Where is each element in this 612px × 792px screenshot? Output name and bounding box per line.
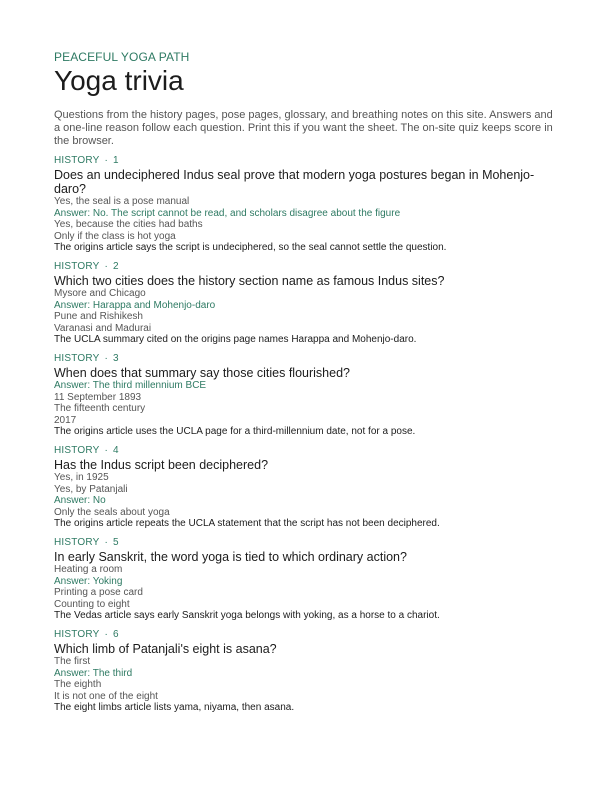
answer-choice: Only if the class is hot yoga	[54, 230, 176, 242]
answer-choice: The eighth	[54, 679, 102, 690]
answer-reason: The Vedas article says early Sanskrit yoga belongs with yoking, as a horse to a chariot.	[54, 610, 440, 621]
answer-choice: Printing a pose card	[54, 587, 143, 598]
question-meta	[54, 445, 558, 457]
answer-option: Answer: No. The script cannot be read, and scholars disagree about the figure	[54, 207, 401, 219]
answer-reason: The origins article repeats the UCLA statement that the script has not been deciphered.	[54, 518, 440, 529]
answer-choice: Yes, by Patanjali	[54, 483, 128, 495]
meta-separator: ·	[104, 629, 109, 640]
answer-reason: The eight limbs article lists yama, niyama, then asana.	[54, 702, 295, 713]
meta-separator: ·	[104, 353, 109, 364]
answer-choice: Pune and Rishikesh	[54, 311, 143, 322]
meta-separator: ·	[104, 537, 109, 548]
question-text: In early Sanskrit, the word yoga is tied to which ordinary action?	[54, 550, 407, 564]
question-category: HISTORY	[54, 629, 100, 640]
question-number: 5	[113, 537, 119, 548]
answer-option: Answer: Yoking	[54, 575, 123, 587]
question-meta	[54, 155, 558, 167]
question-block	[54, 629, 558, 714]
question-number: 2	[113, 261, 119, 272]
question-text: When does that summary say those cities flourished?	[54, 366, 350, 380]
answer-option: Answer: No	[54, 495, 106, 506]
question-number: 6	[113, 629, 119, 640]
answer-choice: Heating a room	[54, 564, 123, 575]
question-number: 3	[113, 353, 119, 364]
question-meta	[54, 353, 558, 365]
question-category: HISTORY	[54, 537, 100, 548]
answer-choice: Yes, in 1925	[54, 472, 109, 483]
question-category: HISTORY	[54, 353, 100, 364]
question-meta	[54, 537, 558, 549]
intro-paragraph: Questions from the history pages, pose pages, glossary, and breathing notes on this site. Answers and a one-line reason follow each question. Print this if you want the sheet. The on-site quiz keeps score in the browser.	[54, 109, 553, 147]
answer-choice: It is not one of the eight	[54, 690, 158, 702]
answer-reason: The origins article says the script is undeciphered, so the seal cannot settle the question.	[54, 242, 447, 253]
question-block	[54, 353, 558, 438]
answer-option: Answer: The third	[54, 667, 133, 679]
answer-choice: Only the seals about yoga	[54, 506, 170, 518]
question-block	[54, 155, 558, 254]
question-number: 4	[113, 445, 119, 456]
answer-choice: The first	[54, 656, 91, 667]
answer-choice: Mysore and Chicago	[54, 288, 146, 299]
question-text: Has the Indus script been deciphered?	[54, 458, 269, 472]
answer-reason: The origins article uses the UCLA page for a third-millennium date, not for a pose.	[54, 426, 416, 437]
answer-choice: 2017	[54, 414, 77, 426]
question-block	[54, 537, 558, 622]
question-meta	[54, 629, 558, 641]
question-number: 1	[113, 155, 119, 166]
question-text: Which limb of Patanjali's eight is asana?	[54, 642, 277, 656]
meta-separator: ·	[104, 445, 109, 456]
question-block	[54, 261, 558, 346]
answer-choice: Yes, because the cities had baths	[54, 219, 203, 230]
answer-choice: Varanasi and Madurai	[54, 322, 152, 334]
meta-separator: ·	[104, 261, 109, 272]
question-block	[54, 445, 558, 530]
answer-choice: The fifteenth century	[54, 403, 146, 414]
question-category: HISTORY	[54, 445, 100, 456]
answer-option: Answer: The third millennium BCE	[54, 380, 207, 391]
answer-choice: 11 September 1893	[54, 391, 142, 403]
question-meta	[54, 261, 558, 273]
answer-choice: Yes, the seal is a pose manual	[54, 196, 190, 207]
question-category: HISTORY	[54, 261, 100, 272]
question-text: Does an undeciphered Indus seal prove that modern yoga postures began in Mohenjo-daro?	[54, 168, 535, 196]
meta-separator: ·	[104, 155, 109, 166]
question-text: Which two cities does the history section name as famous Indus sites?	[54, 274, 445, 288]
page-title: Yoga trivia	[54, 65, 184, 96]
answer-reason: The UCLA summary cited on the origins page names Harappa and Mohenjo-daro.	[54, 334, 417, 345]
site-name: PEACEFUL YOGA PATH	[54, 50, 190, 64]
question-list	[54, 155, 558, 714]
answer-option: Answer: Harappa and Mohenjo-daro	[54, 299, 216, 311]
question-category: HISTORY	[54, 155, 100, 166]
answer-choice: Counting to eight	[54, 598, 130, 610]
